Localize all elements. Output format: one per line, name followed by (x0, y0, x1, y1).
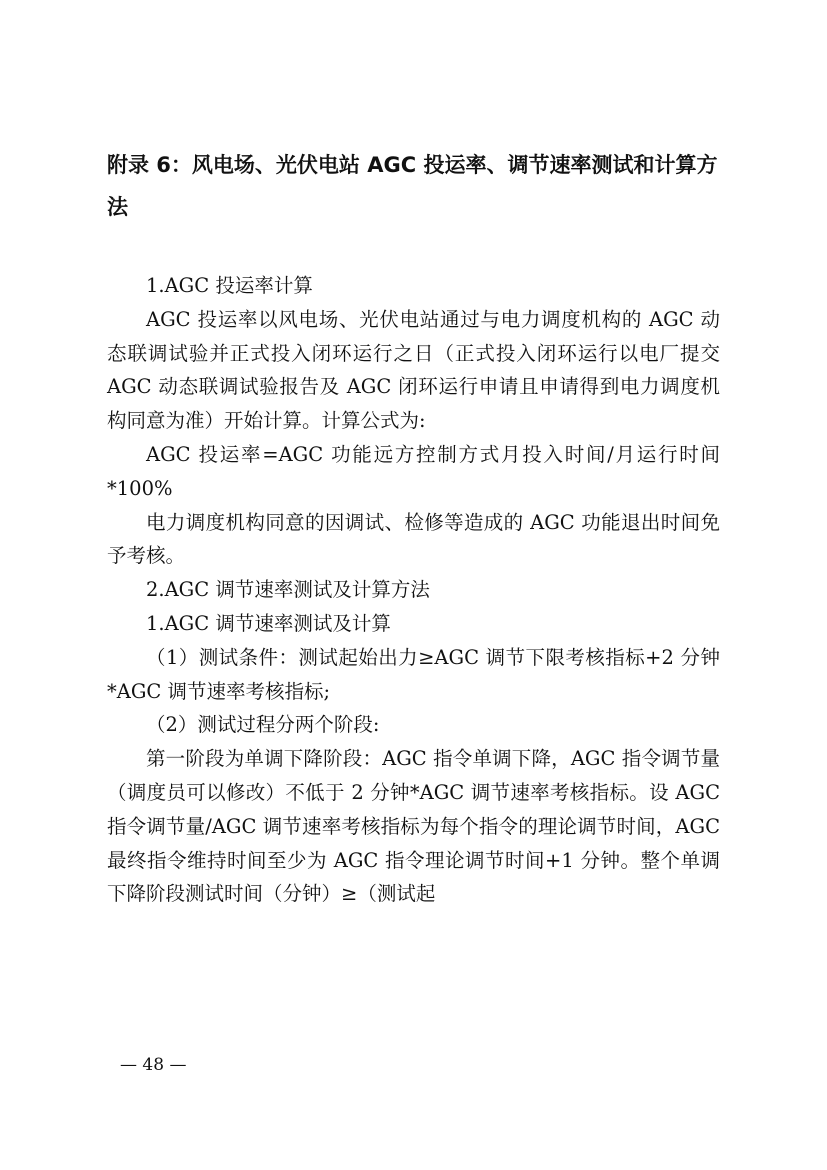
paragraph-test-condition: （1）测试条件：测试起始出力≥AGC 调节下限考核指标+2 分钟*AGC 调节速率考核指标; (107, 645, 720, 703)
paragraph-first-stage: 第一阶段为单调下降阶段：AGC 指令单调下降，AGC 指令调节量（调度员可以修改）不低于 2 分钟*AGC 调节速率考核指标。设 AGC 指令调节量/AGC 调节速率考核指标为每个指令的理论调节时间，AGC 最终指令维持时间至少为 AGC 指令理论调节时间+1 分钟。整个单调下降阶段测试时间（分钟）≥（测试起 (107, 747, 720, 906)
paragraph-test-process: （2）测试过程分两个阶段: (146, 713, 380, 737)
paragraph-exemption: 电力调度机构同意的因调试、检修等造成的 AGC 功能退出时间免予考核。 (107, 510, 720, 568)
page-number: — 48 — (120, 1055, 187, 1075)
section-title-agc-rate-method: 2.AGC 调节速率测试及计算方法 (146, 578, 430, 602)
subsection-title-agc-rate-test: 1.AGC 调节速率测试及计算 (146, 611, 391, 635)
appendix-heading: 附录 6：风电场、光伏电站 AGC 投运率、调节速率测试和计算方法 (107, 153, 718, 219)
paragraph-formula: AGC 投运率=AGC 功能远方控制方式月投入时间/月运行时间*100% (107, 442, 720, 500)
document-body (107, 269, 720, 911)
section-title-agc-availability: 1.AGC 投运率计算 (146, 274, 313, 297)
paragraph-agc-availability-definition: AGC 投运率以风电场、光伏电站通过与电力调度机构的 AGC 动态联调试验并正式投入闭环运行之日（正式投入闭环运行以电厂提交 AGC 动态联调试验报告及 AGC 闭环运行申请且申请得到电力调度机构同意为准）开始计算。计算公式为: (107, 307, 720, 433)
